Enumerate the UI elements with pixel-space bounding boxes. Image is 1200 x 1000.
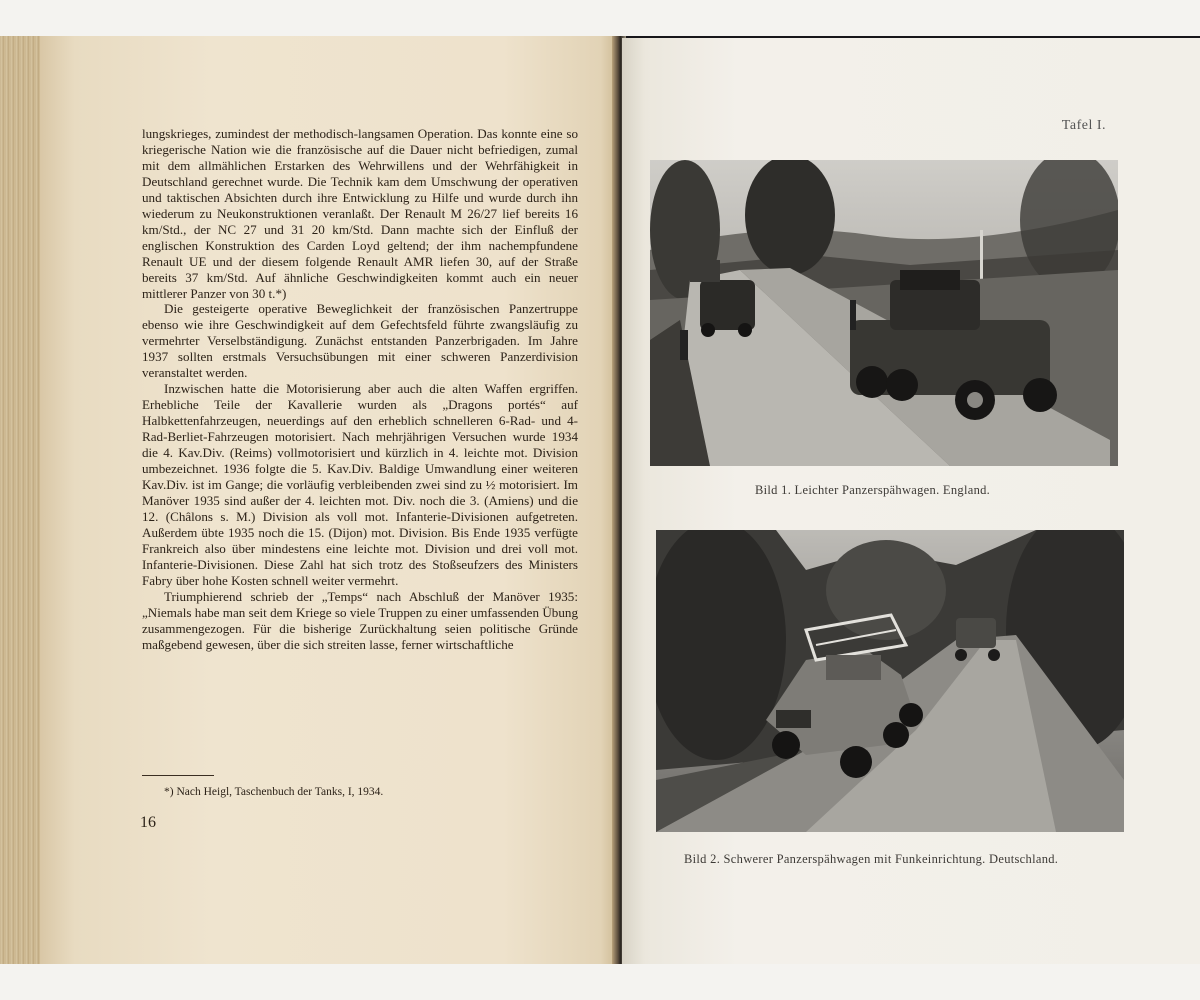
paragraph-1: lungskrieges, zumindest der methodisch-langsamen Operation. Das konnte eine so kriegerische Nation wie die französische auf die Dauer nicht befriedigen, zumal mit dem allmählichen Erstarken des Wehrwillens und der Wehrfähigkeit in Deutschland gerechnet wurde. Die Technik kam dem Umschwung der operativen und taktischen Absichten durch ihre Entwicklung zu Hilfe und wurde durch ihn wiederum zu Neukonstruktionen veranlaßt. Der Renault M 26/27 lief bereits 16 km/Std., der NC 27 und 31 20 km/Std. Dann machte sich der Einfluß der englischen Konstruktion des Carden Loyd geltend; der ihm nachempfundene Renault UE und der diesem folgende Renault AMR liefen 30, auf der Straße bereits 37 km/Std. Auf ähnliche Geschwindigkeiten kommt auch ein neuer mittlerer Panzer von 30 t.*) [142, 126, 578, 301]
footnote-rule [142, 775, 214, 776]
paragraph-3: Inzwischen hatte die Motorisierung aber auch die alten Waffen ergriffen. Erhebliche Teile der Kavallerie wurden als „Dragons portés“ auf Halbkettenfahrzeugen, neuerdings auf den erheblich schnelleren 6-Rad- und 4-Rad-Berliet-Fahrzeugen motorisiert. Nach mehrjährigen Versuchen wurde 1934 die 4. Kav.Div. (Reims) vollmotorisiert und kürzlich in 4. leichte mot. Division umbezeichnet. 1936 folgte die 5. Kav.Div. Baldige Umwandlung einer weiteren Kav.Div. ist im Gange; die vorläufig verbleibenden zwei sind zu ½ motorisiert. Im Manöver 1935 sind außer der 4. leichten mot. Div. noch die 3. (Amiens) und die 12. (Châlons s. M.) Division als voll mot. Infanterie-Divisionen aufgetreten. Außerdem übte 1935 noch die 15. (Dijon) mot. Division. Bis Ende 1935 verfügte Frankreich also über mindestens eine leichte mot. Division und drei voll mot. Infanterie-Divisionen. Diese Zahl hat sich trotz des Stoßseufzers des Ministers Fabry über hohe Kosten schnell weiter vermehrt. [142, 381, 578, 588]
plate-label: Tafel I. [1061, 118, 1106, 133]
page-number: 16 [140, 814, 156, 831]
photo-armored-car-germany [656, 530, 1124, 832]
caption-figure-1: Bild 1. Leichter Panzerspähwagen. England. [755, 483, 991, 497]
caption-figure-2: Bild 2. Schwerer Panzerspähwagen mit Funkeinrichtung. Deutschland. [684, 852, 1059, 866]
photo-armored-car-england [650, 160, 1118, 466]
paragraph-2: Die gesteigerte operative Beweglichkeit der französischen Panzertruppe ebenso wie ihre Geschwindigkeit auf dem Gefechtsfeld führte zwangsläufig zu vermehrter Verselbständigung. Zunächst entstanden Panzerbrigaden. Im Jahre 1937 sollten erstmals Versuchsübungen mit einer schweren Panzerdivision veranstaltet werden. [142, 301, 578, 381]
footnote: *) Nach Heigl, Taschenbuch der Tanks, I, 1934. [164, 786, 384, 798]
body-text [142, 126, 578, 652]
paragraph-4: Triumphierend schrieb der „Temps“ nach Abschluß der Manöver 1935: „Niemals habe man seit dem Kriege so viele Truppen zu einer umfassenden Übung zusammengezogen. Für die bisherige Zurückhaltung seien politische Gründe maßgebend gewesen, über die sich streiten lasse, ferner wirtschaftliche [142, 588, 578, 652]
